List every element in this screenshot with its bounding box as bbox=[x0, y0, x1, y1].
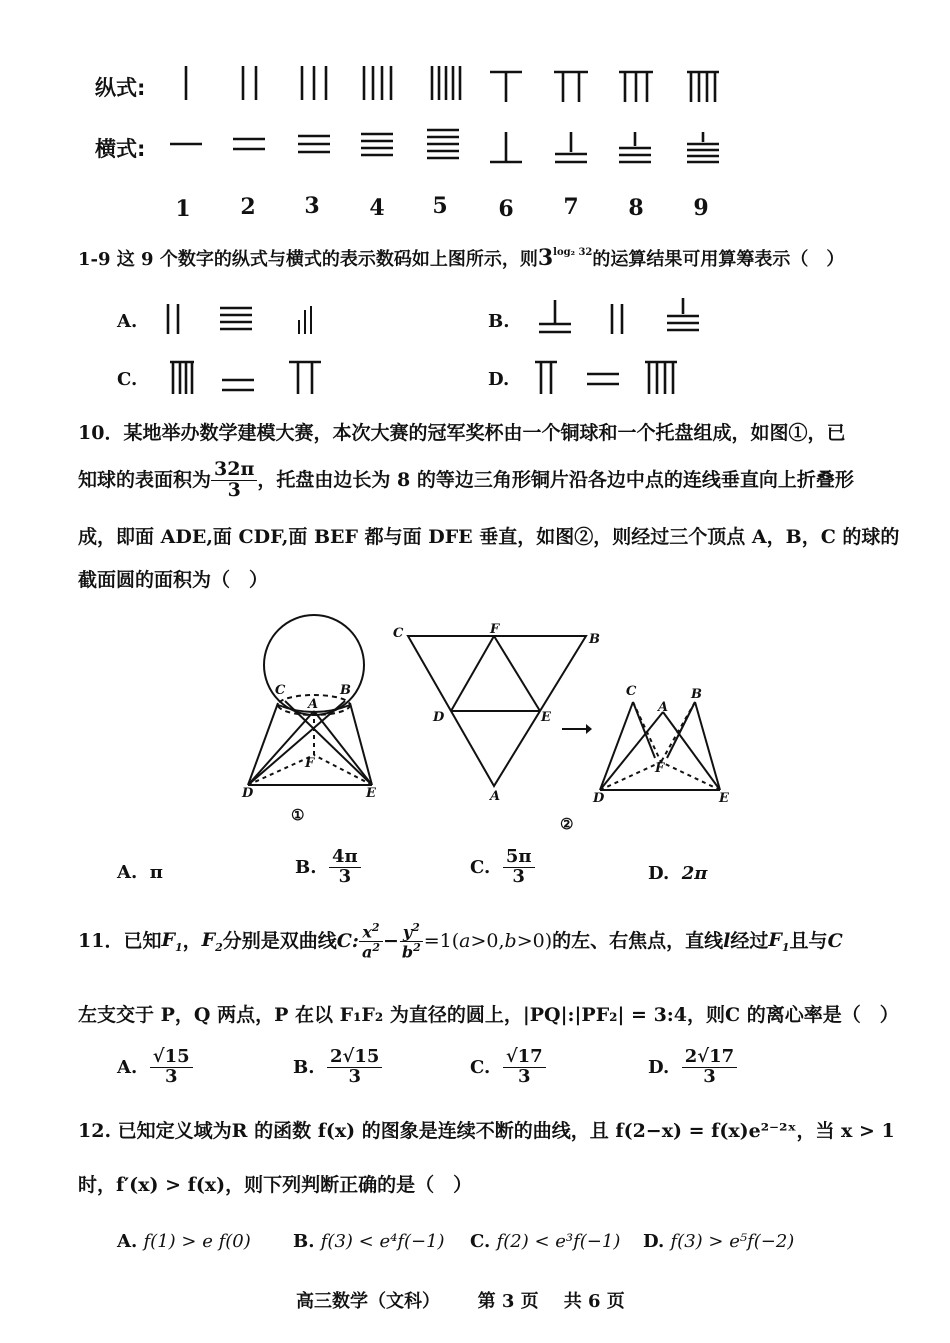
fig2-point-a: A bbox=[490, 789, 501, 804]
q11-line1: 11．已知$F_1$，$F_2$分别是双曲线C: $\frac{x^2}{a^2}$ − $\frac{y^2}{b^2}$ =1(a>0,b>0)的左、右焦点，直线l经过$F_1$且与C bbox=[78, 921, 843, 962]
q12-line2: 时，f′(x) > f(x)，则下列判断正确的是（ ） bbox=[78, 1174, 473, 1196]
fig3-point-b: B bbox=[691, 687, 702, 702]
horizontal-form-label: 横式: bbox=[95, 137, 146, 161]
fold-arrow-icon bbox=[562, 723, 592, 735]
fig2-point-f: F bbox=[490, 622, 500, 637]
horizontal-rod-9 bbox=[687, 132, 719, 162]
q10-option-a[interactable]: A. π bbox=[117, 862, 163, 883]
q9-options-rods bbox=[0, 290, 950, 410]
fig2-point-e: E bbox=[541, 710, 551, 725]
horizontal-rod-8 bbox=[619, 132, 651, 162]
fig1-label: ① bbox=[291, 806, 305, 824]
fig3-point-a: A bbox=[658, 700, 669, 715]
fig2-label: ② bbox=[560, 815, 574, 833]
q9-option-b-label[interactable]: B. bbox=[488, 311, 510, 332]
vertical-rod-8 bbox=[619, 72, 653, 102]
q11-option-d[interactable]: D. $\frac{2√17}{3}$ bbox=[648, 1048, 737, 1087]
digit-8: 8 bbox=[628, 195, 644, 221]
horizontal-rod-3 bbox=[298, 136, 330, 152]
fig1-point-f: F bbox=[305, 756, 315, 771]
vertical-rod-9 bbox=[687, 72, 719, 102]
q10-option-d[interactable]: D. 2π bbox=[648, 863, 708, 884]
q10-line3: 成，即面 ADE,面 CDF,面 BEF 都与面 DFE 垂直，如图②，则经过三个顶点 A，B，C 的球的 bbox=[78, 526, 900, 548]
footer-page: 第 3 页 bbox=[477, 1291, 539, 1312]
fig3-point-f: F bbox=[655, 761, 665, 776]
footer bbox=[296, 1293, 625, 1311]
fig2-point-c: C bbox=[393, 626, 404, 641]
q9-option-d-label[interactable]: D. bbox=[488, 369, 510, 390]
fig1-point-e: E bbox=[366, 786, 376, 801]
vertical-rod-6 bbox=[490, 72, 522, 102]
fig2-point-d: D bbox=[433, 710, 445, 725]
fig3-point-d: D bbox=[593, 791, 605, 806]
fig3-point-e: E bbox=[719, 791, 729, 806]
fig1-point-a: A bbox=[308, 697, 319, 712]
q9-stem: 1-9 这 9 个数字的纵式与横式的表示数码如上图所示，则$3^{log_2 32}$的运算结果可用算筹表示（ ） bbox=[78, 245, 845, 271]
digit-5: 5 bbox=[432, 193, 448, 219]
fig1-point-d: D bbox=[242, 786, 254, 801]
digit-9: 9 bbox=[693, 195, 709, 221]
q10-option-b[interactable]: B. $\frac{4\pi}{3}$ bbox=[295, 848, 361, 887]
horizontal-rod-2 bbox=[233, 139, 265, 149]
q12-option-d[interactable]: D. f(3) > e⁵f(−2) bbox=[643, 1231, 795, 1252]
q12-option-b[interactable]: B. f(3) < e⁴f(−1) bbox=[293, 1231, 445, 1252]
digit-3: 3 bbox=[304, 193, 320, 219]
digit-4: 4 bbox=[369, 195, 385, 221]
horizontal-rod-5 bbox=[427, 130, 459, 158]
fig3-point-c: C bbox=[626, 684, 637, 699]
q12-line1: 12. 已知定义域为R 的函数 f(x) 的图象是连续不断的曲线，且 f(2−x) = f(x)e²⁻²ˣ，当 x > 1 bbox=[78, 1120, 895, 1142]
q11-line2: 左支交于 P，Q 两点，P 在以 F₁F₂ 为直径的圆上，|PQ|:|PF₂| = 3:4，则C 的离心率是（ ） bbox=[78, 1004, 899, 1026]
fig1-point-c: C bbox=[275, 683, 286, 698]
q9-option-a-label[interactable]: A. bbox=[117, 311, 138, 332]
q10-line1: 10．某地举办数学建模大赛，本次大赛的冠军奖杯由一个铜球和一个托盘组成，如图①，已 bbox=[78, 422, 846, 444]
q11-option-a[interactable]: A. $\frac{√15}{3}$ bbox=[117, 1048, 193, 1087]
horizontal-rod-4 bbox=[361, 134, 393, 155]
fig2-point-b: B bbox=[589, 632, 600, 647]
digit-6: 6 bbox=[498, 196, 514, 222]
q9-option-c-label[interactable]: C. bbox=[117, 369, 138, 390]
digit-7: 7 bbox=[563, 194, 579, 220]
q10-line2: 知球的表面积为 $\frac{32\pi}{3}$ ，托盘由边长为 8 的等边三角形铜片沿各边中点的连线垂直向上折叠形 bbox=[78, 458, 854, 501]
vertical-rod-2 bbox=[243, 66, 256, 100]
digit-1: 1 bbox=[175, 196, 191, 222]
q12-option-c[interactable]: C. f(2) < e³f(−1) bbox=[470, 1231, 621, 1252]
q10-line4: 截面圆的面积为（ ） bbox=[78, 569, 269, 591]
vertical-rod-4 bbox=[364, 66, 391, 100]
vertical-rod-7 bbox=[554, 72, 588, 102]
vertical-form-label: 纵式: bbox=[95, 76, 146, 100]
vertical-rod-5 bbox=[432, 66, 460, 100]
fig1-point-b: B bbox=[340, 683, 351, 698]
counting-rods-figure bbox=[0, 50, 950, 230]
q10-option-c[interactable]: C. $\frac{5\pi}{3}$ bbox=[470, 848, 535, 887]
q11-option-c[interactable]: C. $\frac{√17}{3}$ bbox=[470, 1048, 546, 1087]
q11-option-b[interactable]: B. $\frac{2√15}{3}$ bbox=[293, 1048, 382, 1087]
horizontal-rod-6 bbox=[490, 132, 522, 162]
horizontal-rod-7 bbox=[555, 132, 587, 162]
footer-subject: 高三数学（文科） bbox=[296, 1291, 440, 1312]
vertical-rod-3 bbox=[302, 66, 326, 100]
q10-figure-2-net bbox=[400, 628, 600, 798]
footer-total: 共 6 页 bbox=[563, 1291, 625, 1312]
digit-2: 2 bbox=[240, 194, 256, 220]
q12-option-a[interactable]: A. f(1) > e f(0) bbox=[117, 1231, 251, 1252]
